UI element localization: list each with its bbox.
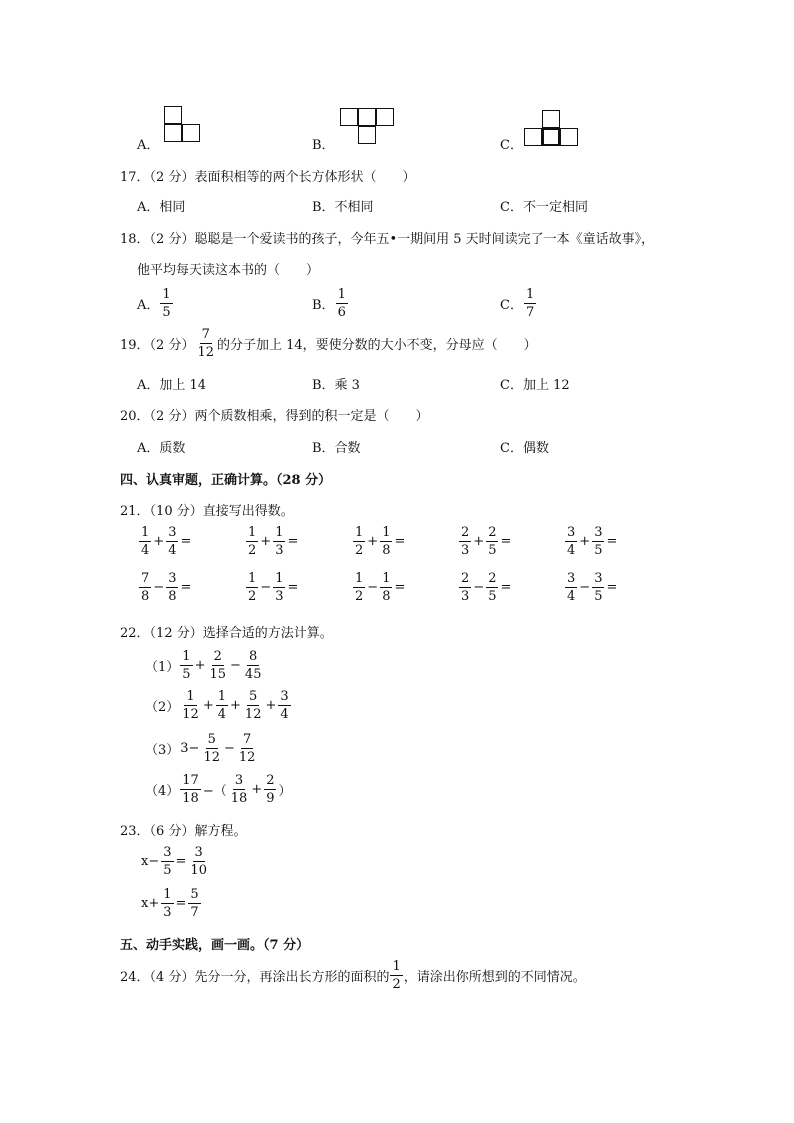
section-4-heading: 四、认真审题，正确计算。（28 分） <box>120 473 332 488</box>
fraction: $\frac{2}{3}$ <box>461 571 470 604</box>
q21-expression: $\frac{1}{2}$ + $\frac{1}{3}$ = <box>248 525 299 558</box>
q18-line2: 他平均每天读这本书的（ ） <box>137 263 320 278</box>
fraction: $\frac{7}{12}$ <box>197 327 214 360</box>
fraction: $\frac{7}{8}$ <box>141 571 150 604</box>
q20-text: 20．（2 分）两个质数相乘，得到的积一定是（ ） <box>120 409 429 424</box>
q23-equation-1: x− $\frac{3}{5}$ = $\frac{3}{10}$ <box>141 845 207 878</box>
q17-option-a: A．相同 <box>137 200 186 215</box>
q23-text: 23．（6 分）解方程。 <box>120 824 247 839</box>
fraction: $\frac{2}{5}$ <box>488 525 497 558</box>
fraction: $\frac{1}{8}$ <box>382 525 391 558</box>
q22-part-2: （2） $\frac{1}{12}$ + $\frac{1}{4}$ + $\frac{5}{12}$ + $\frac{3}{4}$ <box>145 689 289 722</box>
fraction: $\frac{1}{3}$ <box>275 571 284 604</box>
q20-option-a: A．质数 <box>137 441 186 456</box>
q19-option-b: B．乘 3 <box>312 378 360 393</box>
q19-option-a: A．加上 14 <box>137 378 207 393</box>
q16-option-c-label: C． <box>500 138 523 153</box>
fraction: $\frac{2}{3}$ <box>461 525 470 558</box>
section-5-heading: 五、动手实践，画一画。（7 分） <box>120 938 310 953</box>
fraction: $\frac{1}{5}$ <box>162 287 171 320</box>
q17-text: 17．（2 分）表面积相等的两个长方体形状（ ） <box>120 170 416 185</box>
fraction: $\frac{3}{4}$ <box>168 525 177 558</box>
q22-part-4: （4） $\frac{17}{18}$ −（ $\frac{3}{18}$ + $\frac{2}{9}$ ） <box>145 773 292 806</box>
q21-expression: $\frac{1}{4}$ + $\frac{3}{4}$ = <box>141 525 192 558</box>
q21-expression: $\frac{3}{4}$ − $\frac{3}{5}$ = <box>567 571 618 604</box>
q22-part-1: （1） $\frac{1}{5}$ + $\frac{2}{15}$ − $\frac{8}{45}$ <box>145 649 262 682</box>
q18-option-c: C． $\frac{1}{7}$ <box>500 287 535 320</box>
q21-expression: $\frac{7}{8}$ − $\frac{3}{8}$ = <box>141 571 192 604</box>
q21-text: 21．（10 分）直接写出得数。 <box>120 504 294 519</box>
q20-option-c: C．偶数 <box>500 441 549 456</box>
q21-expression: $\frac{3}{4}$ + $\frac{3}{5}$ = <box>567 525 618 558</box>
q17-option-c: C．不一定相同 <box>500 200 588 215</box>
fraction: $\frac{1}{4}$ <box>141 525 150 558</box>
q17-option-b: B．不相同 <box>312 200 374 215</box>
q22-text: 22．（12 分）选择合适的方法计算。 <box>120 626 333 641</box>
q18-line1: 18．（2 分）聪聪是一个爱读书的孩子，今年五•一期间用 5 天时间读完了一本《童话故事》， <box>120 232 655 247</box>
fraction: $\frac{1}{3}$ <box>275 525 284 558</box>
q19-text: 19．（2 分） $\frac{7}{12}$ 的分子加上 14，要使分数的大小不变，分母应（ ） <box>120 327 537 360</box>
q16-option-b-label: B． <box>312 138 335 153</box>
fraction: $\frac{3}{4}$ <box>567 525 576 558</box>
q21-expression: $\frac{2}{3}$ − $\frac{2}{5}$ = <box>461 571 512 604</box>
q20-option-b: B．合数 <box>312 441 361 456</box>
q21-expression: $\frac{1}{2}$ − $\frac{1}{8}$ = <box>355 571 406 604</box>
q21-expression: $\frac{2}{3}$ + $\frac{2}{5}$ = <box>461 525 512 558</box>
fraction: $\frac{1}{2}$ <box>248 571 257 604</box>
q18-option-b: B． $\frac{1}{6}$ <box>312 287 346 320</box>
fraction: $\frac{3}{8}$ <box>168 571 177 604</box>
fraction: $\frac{1}{8}$ <box>382 571 391 604</box>
q24-text: 24．（4 分）先分一分，再涂出长方形的面积的 $\frac{1}{2}$ ，请涂出你所想到的不同情况。 <box>120 959 586 992</box>
q19-option-c: C．加上 12 <box>500 378 570 393</box>
fraction: $\frac{3}{5}$ <box>594 525 603 558</box>
fraction: $\frac{2}{5}$ <box>488 571 497 604</box>
q16-option-b-shape <box>340 108 396 148</box>
q16-option-a-shape <box>164 106 204 146</box>
fraction: $\frac{1}{7}$ <box>525 287 535 320</box>
fraction: $\frac{1}{2}$ <box>355 525 364 558</box>
fraction: $\frac{1}{6}$ <box>337 287 346 320</box>
fraction: $\frac{3}{4}$ <box>567 571 576 604</box>
q21-expression: $\frac{1}{2}$ − $\frac{1}{3}$ = <box>248 571 299 604</box>
q16-option-c-shape <box>524 110 580 146</box>
fraction: $\frac{1}{2}$ <box>248 525 257 558</box>
fraction: $\frac{3}{5}$ <box>594 571 603 604</box>
q21-expression: $\frac{1}{2}$ + $\frac{1}{8}$ = <box>355 525 406 558</box>
q23-equation-2: x+ $\frac{1}{3}$ = $\frac{5}{7}$ <box>141 887 199 920</box>
fraction: $\frac{1}{2}$ <box>355 571 364 604</box>
q18-option-a: A． $\frac{1}{5}$ <box>137 287 171 320</box>
q22-part-3: （3） 3− $\frac{5}{12}$ − $\frac{7}{12}$ <box>145 732 256 765</box>
q16-option-a-label: A． <box>137 138 160 153</box>
